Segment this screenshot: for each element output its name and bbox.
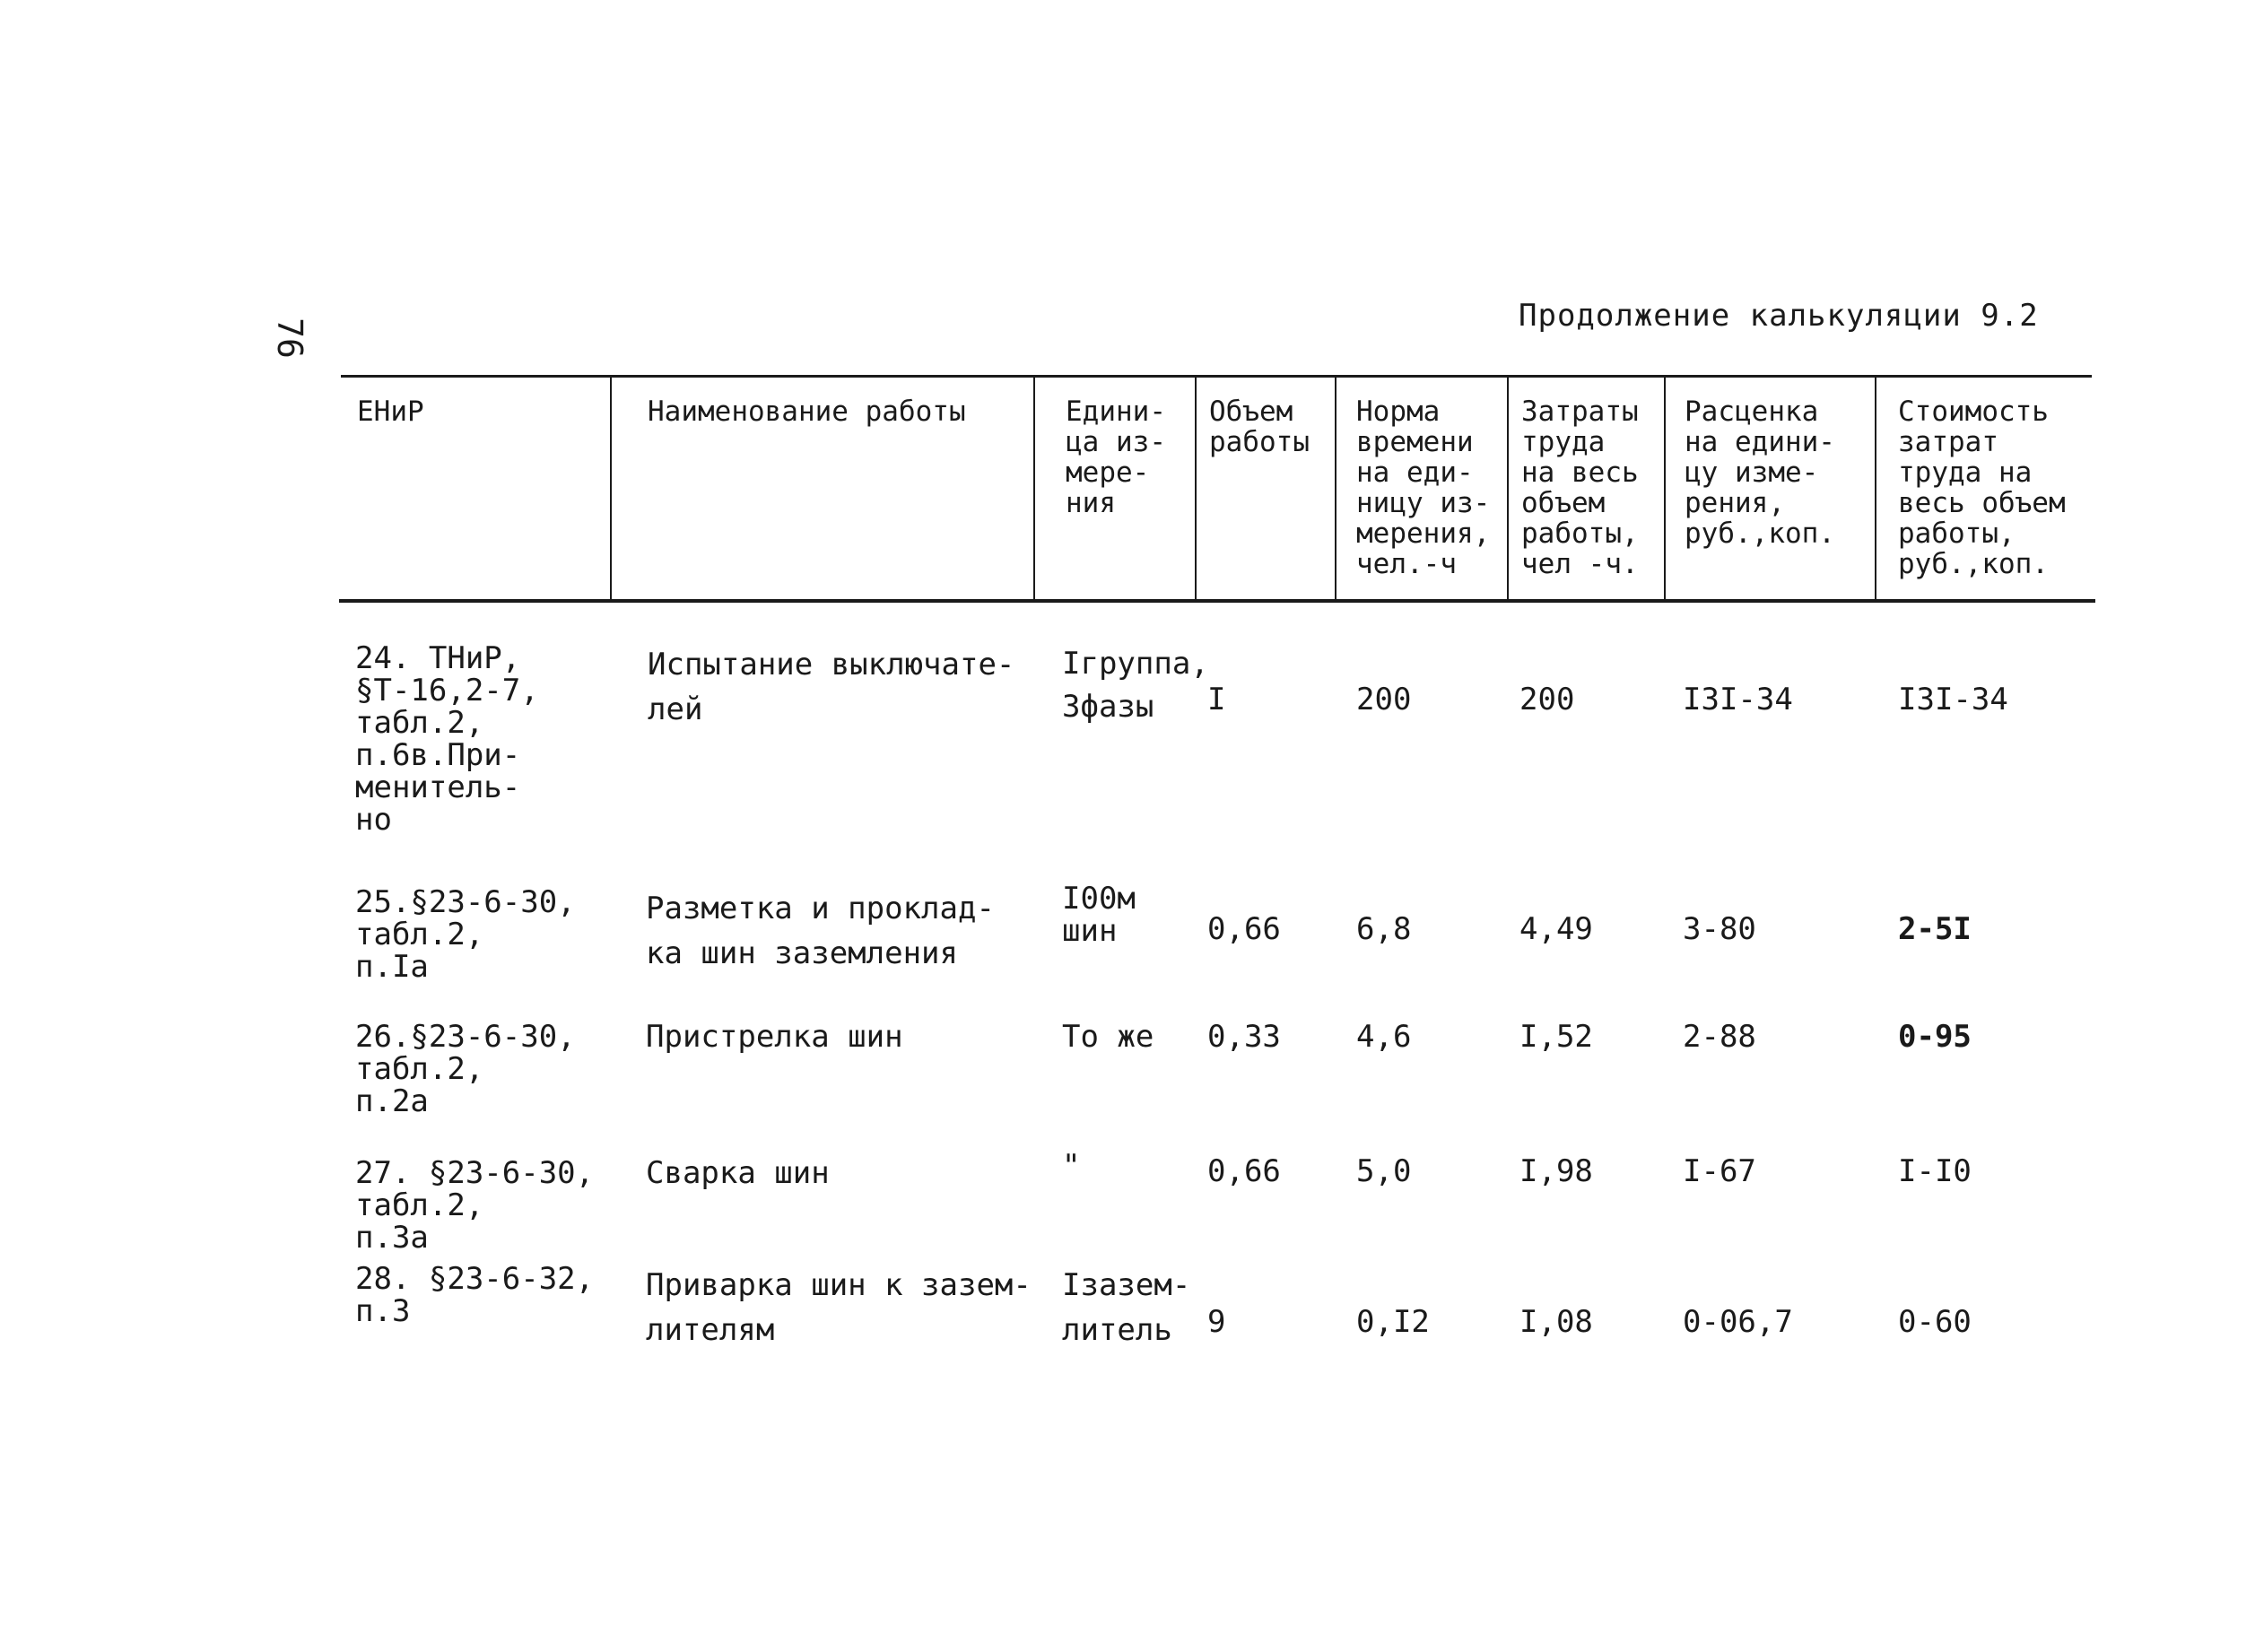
row-cost: 2-5I [1898, 911, 1972, 947]
row-labor: I,08 [1519, 1304, 1593, 1340]
header-enir: ЕНиР [357, 396, 424, 428]
row-enir-ref: 28. §23-6-32, п.3 [355, 1261, 595, 1329]
row-volume: 0,33 [1207, 1019, 1281, 1055]
header-work-name: Наименование работы [648, 396, 966, 428]
row-labor: I,52 [1519, 1019, 1593, 1055]
row-rate: I-67 [1683, 1153, 1756, 1189]
column-divider [1664, 377, 1666, 601]
row-volume: 0,66 [1207, 911, 1281, 947]
header-labor: Затраты труда на весь объем работы, чел -ч. [1521, 396, 1639, 580]
row-cost: I3I-34 [1898, 682, 2008, 717]
row-work-name: Пристрелка шин [646, 1019, 903, 1055]
column-divider [1195, 377, 1197, 601]
row-unit: I00м шин [1062, 881, 1136, 949]
column-divider [1033, 377, 1035, 601]
header-unit: Едини- ца из- мере- ния [1066, 396, 1166, 519]
row-unit: " [1062, 1148, 1081, 1184]
row-work-name: Испытание выключате- лей [648, 647, 1015, 727]
row-cost: I-I0 [1898, 1153, 1972, 1189]
row-rate: 3-80 [1683, 911, 1756, 947]
row-unit: Iзазем- литель [1062, 1267, 1191, 1348]
row-labor: 200 [1519, 682, 1575, 717]
row-work-name: Сварка шин [646, 1155, 830, 1191]
row-unit: Iгруппа, 3фазы [1062, 646, 1209, 725]
column-divider [610, 377, 612, 601]
header-rate: Расценка на едини- цу изме- рения, руб.,коп. [1685, 396, 1835, 550]
row-rate: 0-06,7 [1683, 1304, 1793, 1340]
header-bottom-rule [339, 599, 2095, 603]
row-enir-ref: 25.§23-6-30, табл.2, п.Iа [355, 884, 576, 985]
row-unit: То же [1062, 1019, 1154, 1055]
row-labor: 4,49 [1519, 911, 1593, 947]
row-rate: I3I-34 [1683, 682, 1793, 717]
row-rate: 2-88 [1683, 1019, 1756, 1055]
row-enir-ref: 27. §23-6-30, табл.2, п.3а [355, 1155, 595, 1256]
column-divider [1335, 377, 1336, 601]
row-time-norm: 200 [1356, 682, 1412, 717]
row-time-norm: 0,I2 [1356, 1304, 1430, 1340]
header-cost: Стоимость затрат труда на весь объем работы, руб.,коп. [1898, 396, 2066, 580]
row-volume: 9 [1207, 1304, 1226, 1340]
column-divider [1875, 377, 1876, 601]
row-labor: I,98 [1519, 1153, 1593, 1189]
header-time-norm: Норма времени на еди- ницу из- мерения, чел.-ч [1356, 396, 1491, 580]
row-enir-ref: 26.§23-6-30, табл.2, п.2а [355, 1019, 576, 1119]
row-cost: 0-95 [1898, 1019, 1972, 1055]
row-time-norm: 4,6 [1356, 1019, 1412, 1055]
row-work-name: Приварка шин к зазем- лителям [646, 1267, 1032, 1348]
row-volume: I [1207, 682, 1226, 717]
page-number: 76 [269, 317, 309, 359]
header-volume: Объем работы [1209, 396, 1310, 458]
continuation-title: Продолжение калькуляции 9.2 [1519, 298, 2039, 334]
row-work-name: Разметка и проклад- ка шин заземления [646, 891, 995, 971]
row-enir-ref: 24. ТНиР, §Т-16,2-7, табл.2, п.6в.При- менитель- но [355, 640, 539, 838]
row-time-norm: 6,8 [1356, 911, 1412, 947]
column-divider [1507, 377, 1509, 601]
row-cost: 0-60 [1898, 1304, 1972, 1340]
table-top-rule [341, 375, 2092, 378]
row-time-norm: 5,0 [1356, 1153, 1412, 1189]
row-volume: 0,66 [1207, 1153, 1281, 1189]
